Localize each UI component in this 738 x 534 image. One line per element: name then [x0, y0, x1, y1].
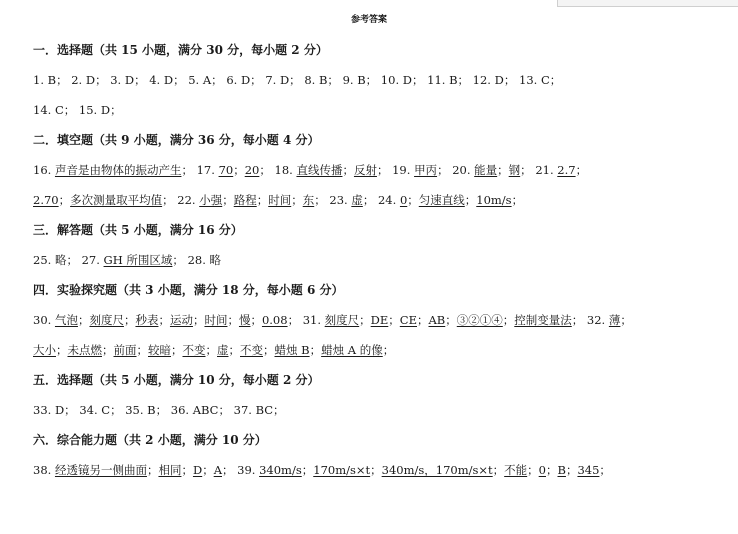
answer-text: 16. [33, 163, 55, 177]
answer-line [33, 313, 733, 327]
underlined-answer: 0 [399, 193, 408, 207]
underlined-answer: 大小 [33, 343, 56, 357]
underlined-answer: 不能 [504, 463, 528, 477]
underlined-answer: A [213, 463, 222, 477]
answer-text: 25. 略； 27. [33, 253, 104, 267]
underlined-answer: 蜡烛 B [274, 343, 310, 357]
underlined-answer: 蜡烛 A 的像 [321, 343, 383, 357]
answer-text: ； [181, 463, 193, 477]
underlined-answer: 340m/s [259, 463, 302, 477]
answer-text: 38. [33, 463, 55, 477]
underlined-answer: 20 [244, 163, 260, 177]
underlined-answer: 能量 [474, 163, 498, 177]
answer-text: 1. B； 2. D； 3. D； 4. D； 5. A； 6. D； 7. D； 8. B； 9. B； 10. D； 11. B； 12. D； 13. C； [33, 73, 562, 87]
answer-text: ； [497, 163, 509, 177]
answer-text: 14. C； 15. D； [33, 103, 122, 117]
answer-text: ； [202, 463, 214, 477]
answer-text: ； [342, 163, 354, 177]
answer-text: ； [620, 313, 632, 327]
answer-text: ； [599, 463, 611, 477]
answer-text: ； [171, 343, 183, 357]
underlined-answer: 薄 [608, 313, 621, 327]
answer-line [33, 103, 733, 117]
underlined-answer: GH 所围区域 [103, 253, 173, 267]
answer-text: ； [123, 313, 136, 327]
answer-text: ； 24. [362, 193, 400, 207]
underlined-answer: 东 [302, 193, 315, 207]
answer-text: ； [56, 343, 68, 357]
answer-text: ； [388, 313, 400, 327]
answer-text: ； [511, 193, 524, 207]
answer-text: ； [575, 163, 588, 177]
underlined-answer: AB [428, 313, 446, 327]
underlined-answer: ③②①④ [456, 313, 503, 327]
section-heading: 六．综合能力题（共 2 小题，满分 10 分） [33, 433, 267, 447]
answer-text: ； 31. [287, 313, 325, 327]
answer-text: ； [546, 463, 558, 477]
answer-line [33, 193, 733, 207]
answer-text: ； 23. [314, 193, 352, 207]
answer-text: ； 19. [376, 163, 415, 177]
underlined-answer: 不变 [240, 343, 263, 357]
answer-text: ； [227, 313, 239, 327]
page-title: 参考答案 [350, 15, 387, 25]
answer-text: ； 18. [259, 163, 297, 177]
underlined-answer: 虚 [351, 193, 363, 207]
underlined-answer: 相同 [158, 463, 182, 477]
underlined-answer: 经透镜另一侧曲面 [54, 463, 147, 477]
underlined-answer: 甲丙 [414, 163, 438, 177]
section-heading: 三．解答题（共 5 小题，满分 16 分） [33, 223, 243, 237]
underlined-answer: D [192, 463, 203, 477]
answer-text: ； [502, 313, 515, 327]
underlined-answer: 2.7 [557, 163, 576, 177]
underlined-answer: 匀速直线 [418, 193, 465, 207]
answer-line [33, 463, 733, 477]
underlined-answer: 秒表 [135, 313, 159, 327]
answer-text: ； [527, 463, 539, 477]
answer-line [33, 343, 733, 357]
underlined-answer: 时间 [204, 313, 228, 327]
answer-text: ； [417, 313, 429, 327]
answer-text: ； [464, 193, 477, 207]
underlined-answer: 刻度尺 [89, 313, 124, 327]
underlined-answer: 时间 [268, 193, 292, 207]
answer-text: ； [492, 463, 505, 477]
underlined-answer: B [557, 463, 566, 477]
underlined-answer: 多次测量取平均值 [70, 193, 163, 207]
answer-text: ； [233, 163, 245, 177]
underlined-answer: 控制变量法 [514, 313, 572, 327]
underlined-answer: 10m/s [476, 193, 512, 207]
underlined-answer: 气泡 [54, 313, 78, 327]
underlined-answer: 运动 [169, 313, 193, 327]
answer-text: ； 39. [222, 463, 260, 477]
answer-text: ； [382, 343, 395, 357]
underlined-answer: 虚 [217, 343, 229, 357]
underlined-answer: 反射 [353, 163, 377, 177]
scan-corner-edge [557, 0, 738, 7]
underlined-answer: 较暗 [148, 343, 171, 357]
answer-text: ； [445, 313, 457, 327]
underlined-answer: 170m/s×t [313, 463, 371, 477]
answer-text: ； [291, 193, 303, 207]
underlined-answer: 0.08 [261, 313, 288, 327]
answer-text: 33. D； 34. C； 35. B； 36. ABC； 37. BC； [33, 403, 285, 417]
underlined-answer: 钢 [508, 163, 521, 177]
answer-text: ； 28. 略 [172, 253, 222, 267]
section-heading: 一．选择题（共 15 小题，满分 30 分，每小题 2 分） [33, 43, 328, 57]
answer-text: ； 20. [437, 163, 475, 177]
section-heading: 二．填空题（共 9 小题，满分 36 分，每小题 4 分） [33, 133, 320, 147]
underlined-answer: 不变 [182, 343, 206, 357]
underlined-answer: 340m/s，170m/s×t [381, 463, 493, 477]
answer-text: ； [228, 343, 240, 357]
answer-line [33, 253, 733, 267]
underlined-answer: CE [399, 313, 417, 327]
answer-text: ； [136, 343, 148, 357]
answer-text: ； [58, 193, 71, 207]
answer-text: ； [222, 193, 234, 207]
answer-text: ； [192, 313, 205, 327]
answer-text: ； [256, 193, 269, 207]
underlined-answer: 前面 [113, 343, 137, 357]
underlined-answer: 345 [577, 463, 600, 477]
underlined-answer: 未点燃 [67, 343, 102, 357]
answer-text: ； [250, 313, 262, 327]
answer-text: ； [407, 193, 419, 207]
section-heading: 五．选择题（共 5 小题，满分 10 分，每小题 2 分） [33, 373, 320, 387]
underlined-answer: DE [370, 313, 389, 327]
answer-text: ； [158, 313, 170, 327]
answer-text: ； [309, 343, 322, 357]
answer-line [33, 403, 733, 417]
underlined-answer: 声音是由物体的振动产生 [54, 163, 182, 177]
section-heading: 四．实验探究题（共 3 小题，满分 18 分，每小题 6 分） [33, 283, 344, 297]
underlined-answer: 直线传播 [296, 163, 343, 177]
answer-text: ； 17. [181, 163, 219, 177]
underlined-answer: 小强 [199, 193, 223, 207]
underlined-answer: 0 [538, 463, 546, 477]
underlined-answer: 慢 [238, 313, 251, 327]
answer-text: ； [359, 313, 371, 327]
answer-text: ； [565, 463, 578, 477]
underlined-answer: 2.70 [33, 193, 59, 207]
answer-text: ； [146, 463, 159, 477]
answer-text: ； 22. [162, 193, 200, 207]
answer-text: ； [205, 343, 217, 357]
underlined-answer: 路程 [233, 193, 257, 207]
answer-text: ； 21. [520, 163, 558, 177]
answer-text: ； [370, 463, 382, 477]
answer-text: ； [263, 343, 275, 357]
answer-text: 30. [33, 313, 55, 327]
answer-text: ； [102, 343, 114, 357]
underlined-answer: 刻度尺 [324, 313, 360, 327]
answer-text: ； [77, 313, 90, 327]
answer-text: ； [301, 463, 314, 477]
answer-line [33, 73, 733, 87]
underlined-answer: 70 [218, 163, 234, 177]
answer-text: ； 32. [571, 313, 609, 327]
answer-line [33, 163, 733, 177]
